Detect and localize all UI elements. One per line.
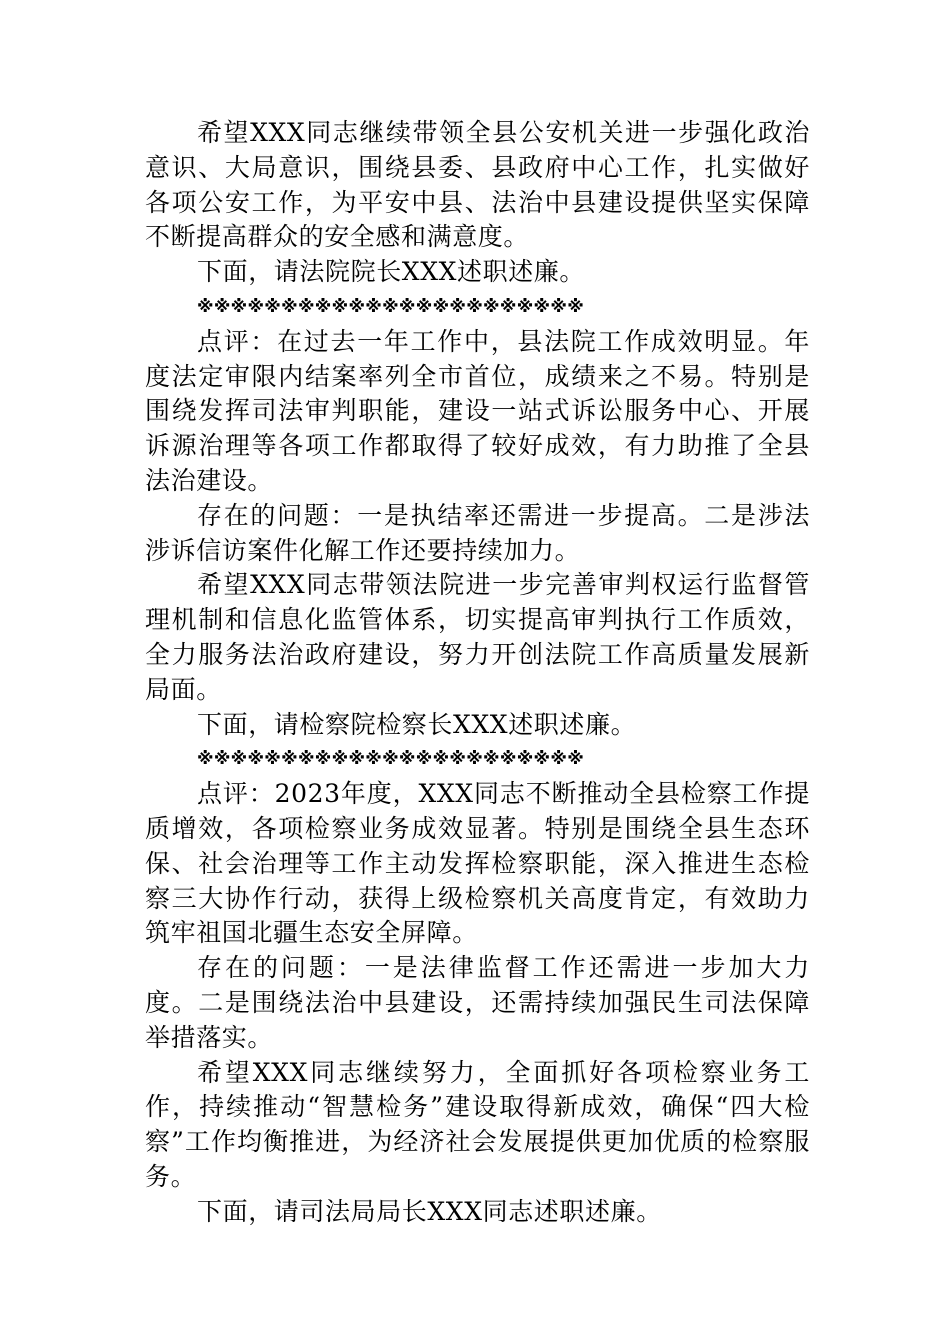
paragraph-court-problems: 存在的问题：一是执结率还需进一步提高。二是涉法涉诉信访案件化解工作还要持续加力。	[145, 500, 810, 565]
paragraph-court-comment: 点评：在过去一年工作中，县法院工作成效明显。年度法定审限内结案率列全市首位，成绩来之不易。特别是围绕发挥司法审判职能，建设一站式诉讼服务中心、开展诉源治理等各项工作都取得了较好成效，有力助推了全县法治建设。	[145, 326, 810, 495]
paragraph-police-hope: 希望XXX同志继续带领全县公安机关进一步强化政治意识、大局意识，围绕县委、县政府中心工作，扎实做好各项公安工作，为平安中县、法治中县建设提供坚实保障不断提高群众的安全感和满意度。	[145, 118, 810, 252]
paragraph-procuratorate-problems: 存在的问题：一是法律监督工作还需进一步加大力度。二是围绕法治中县建设，还需持续加强民生司法保障举措落实。	[145, 953, 810, 1052]
paragraph-invite-court: 下面，请法院院长XXX述职述廉。	[197, 257, 585, 287]
separator-line: ※※※※※※※※※※※※※※※※※※※※※※※	[197, 749, 585, 770]
separator-line: ※※※※※※※※※※※※※※※※※※※※※※※	[197, 296, 585, 317]
document-body	[145, 116, 810, 1230]
paragraph-invite-justice-bureau: 下面，请司法局局长XXX同志述职述廉。	[197, 1196, 662, 1226]
paragraph-invite-procuratorate: 下面，请检察院检察长XXX述职述廉。	[197, 709, 637, 739]
paragraph-procuratorate-hope: 希望XXX同志继续努力，全面抓好各项检察业务工作，持续推动“智慧检务”建设取得新成效，确保“四大检察”工作均衡推进，为经济社会发展提供更加优质的检察服务。	[145, 1057, 810, 1191]
paragraph-procuratorate-comment: 点评：2023年度，XXX同志不断推动全县检察工作提质增效，各项检察业务成效显著。特别是围绕全县生态环保、社会治理等工作主动发挥检察职能，深入推进生态检察三大协作行动，获得上级检察机关高度肯定，有效助力筑牢祖国北疆生态安全屏障。	[145, 779, 810, 948]
paragraph-court-hope: 希望XXX同志带领法院进一步完善审判权运行监督管理机制和信息化监管体系，切实提高审判执行工作质效，全力服务法治政府建设，努力开创法院工作高质量发展新局面。	[145, 570, 810, 704]
